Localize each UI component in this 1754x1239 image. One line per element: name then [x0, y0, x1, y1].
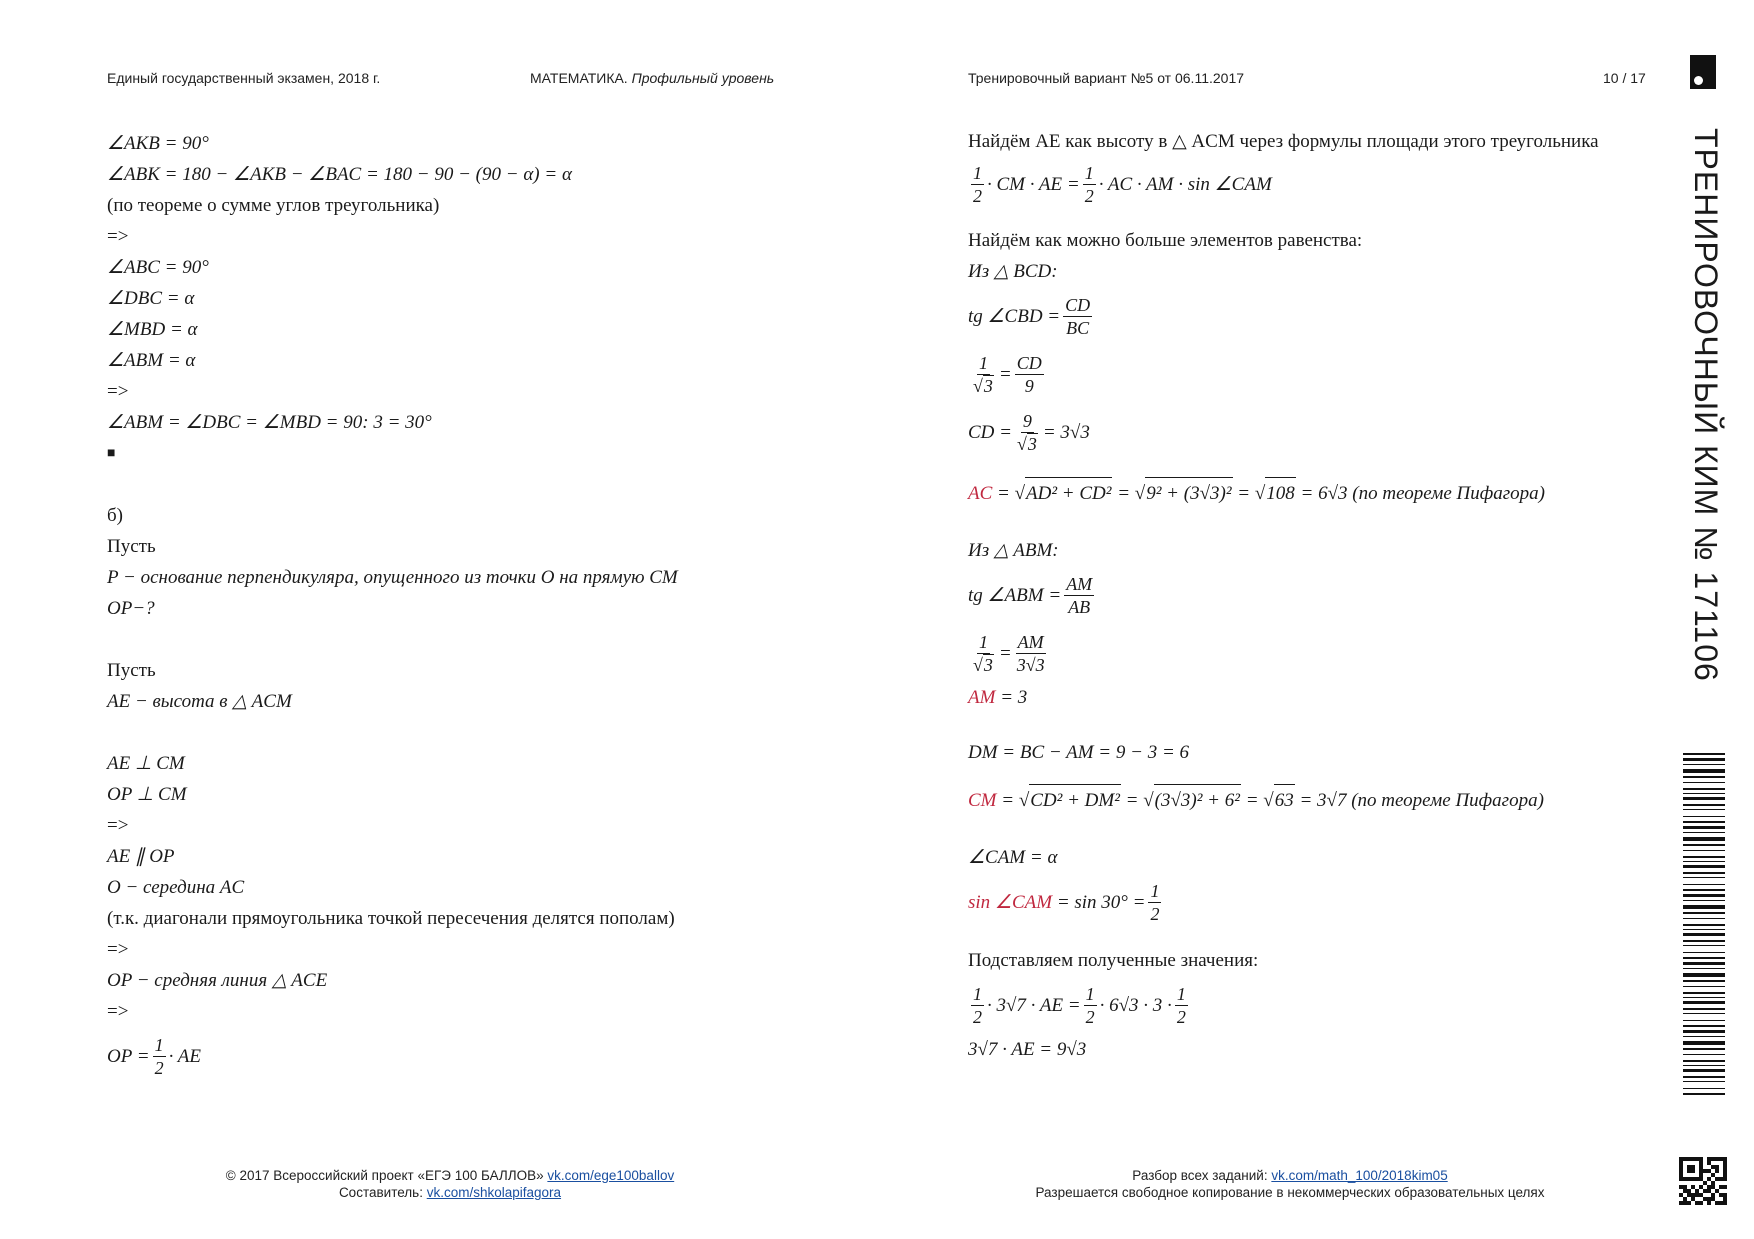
barcode-stripe [1683, 1081, 1725, 1082]
eq-substituted [968, 976, 1648, 1034]
intro-area-method: Найдём AE как высоту в △ ACM через формулы площади этого треугольника [968, 131, 1599, 152]
header-subject [530, 70, 774, 86]
barcode-stripe [1683, 905, 1725, 909]
eq-cam-alpha: ∠CAM = α [968, 847, 1058, 868]
fraction-one-sqrt3: $\frac{1}{√3}$ [973, 631, 993, 675]
qr-module [1679, 1157, 1683, 1161]
barcode-stripe [1683, 1065, 1725, 1066]
sin-cam-label: sin ∠CAM [968, 891, 1053, 913]
qr-module [1679, 1177, 1683, 1181]
qr-module [1711, 1193, 1715, 1197]
qr-module [1723, 1185, 1727, 1189]
qr-module [1719, 1201, 1723, 1205]
barcode-stripe [1683, 877, 1725, 878]
fraction-am-3sqrt3: $\frac{AM}{3√3}$ [1016, 631, 1045, 675]
substituted-right: · 6√3 · 3 · [1099, 994, 1172, 1016]
fraction-one-half: $\frac{1}{2}$ [1150, 880, 1160, 924]
o-midpoint: O − середина AC [107, 877, 245, 898]
qr-module [1679, 1173, 1683, 1177]
qr-module [1699, 1185, 1703, 1189]
equals: = [998, 642, 1012, 664]
qr-module [1703, 1197, 1707, 1201]
qr-module [1687, 1201, 1691, 1205]
barcode-stripe [1683, 924, 1725, 926]
vk-analysis-link[interactable]: vk.com/math_100/2018kim05 [1271, 1168, 1448, 1183]
radicand-3sqrt3-6: (3√3)² + 6² [1154, 784, 1241, 816]
eq-abm: ∠ABM = α [107, 350, 196, 371]
fraction-one-sqrt3: $\frac{1}{√3}$ [973, 352, 993, 396]
eq-akb: ∠AKB = 90° [107, 133, 209, 154]
eq-abk: ∠ABK = 180 − ∠AKB − ∠BAC = 180 − 90 − (90 − α) = α [107, 164, 572, 185]
barcode-stripe [1683, 997, 1725, 998]
barcode-stripe [1683, 952, 1725, 953]
fraction-one-half: $\frac{1}{2}$ [1084, 162, 1094, 206]
qr-module [1683, 1189, 1687, 1193]
barcode-stripe [1683, 769, 1725, 773]
barcode-stripe [1683, 832, 1725, 833]
side-title [1688, 128, 1724, 718]
barcode-stripe [1683, 918, 1725, 919]
qr-module [1719, 1193, 1723, 1197]
qr-module [1691, 1197, 1695, 1201]
barcode-stripe [1683, 865, 1725, 868]
fraction-one-half: $\frac{1}{2}$ [973, 983, 982, 1027]
from-triangle-bcd: Из △ BCD: [968, 261, 1058, 282]
barcode-stripe [1683, 900, 1725, 901]
qr-module [1711, 1157, 1715, 1161]
qr-module [1715, 1169, 1719, 1173]
ac-result: = 6√3 (по теореме Пифагора) [1300, 482, 1545, 504]
barcode-stripe [1683, 1054, 1725, 1055]
eq-tg-cbd [968, 287, 1648, 345]
qr-module [1707, 1161, 1711, 1165]
eq-ac-pythagoras: AC = √ AD² + CD² = √ 9² + (3√3)² = √ 108 = 6√3 (по теореме Пифагора) [968, 461, 1648, 525]
qr-module [1679, 1193, 1683, 1197]
qr-module [1707, 1169, 1711, 1173]
qr-module [1679, 1169, 1683, 1173]
footer-author-line [205, 1184, 695, 1201]
p-definition: P − основание перпендикуляра, опущенного из точки O на прямую CM [107, 567, 678, 588]
implies-arrow: => [107, 381, 129, 402]
radicand-9-3sqrt3: 9² + (3√3)² [1145, 477, 1232, 509]
qr-module [1679, 1161, 1683, 1165]
qr-module [1715, 1201, 1719, 1205]
qr-module [1723, 1173, 1727, 1177]
author-label: Составитель: [338, 1185, 423, 1200]
barcode-stripe [1683, 821, 1725, 823]
barcode-stripe [1683, 872, 1725, 874]
op-rhs: · AE [168, 1045, 201, 1067]
qr-module [1699, 1177, 1703, 1181]
barcode-stripe [1683, 758, 1725, 761]
qr-module [1699, 1201, 1703, 1205]
fraction-one-half: $\frac{1}{2}$ [973, 162, 982, 206]
implies-arrow: => [107, 1001, 129, 1022]
qr-module [1699, 1169, 1703, 1173]
barcode-stripe [1683, 1001, 1725, 1004]
barcode-stripe [1683, 1020, 1725, 1021]
barcode-stripe [1683, 782, 1725, 783]
analysis-label: Разбор всех заданий: [1132, 1168, 1268, 1183]
qr-module [1715, 1189, 1719, 1193]
barcode-stripe [1683, 933, 1725, 936]
qr-module [1687, 1177, 1691, 1181]
am-value: = 3 [1000, 687, 1028, 708]
barcode-stripe [1683, 929, 1725, 930]
qr-module [1711, 1165, 1715, 1169]
copyright-text: © 2017 Всероссийский проект «ЕГЭ 100 БАЛЛОВ» [225, 1168, 544, 1183]
barcode-stripe [1683, 940, 1725, 942]
barcode-stripe [1683, 1025, 1725, 1027]
substituted-left: · 3√7 · AE = [987, 994, 1081, 1016]
qr-module [1683, 1197, 1687, 1201]
qr-module [1711, 1185, 1715, 1189]
sin-value: = sin 30° = [1056, 891, 1146, 913]
qr-module [1707, 1189, 1711, 1193]
qr-module [1683, 1177, 1687, 1181]
barcode-stripe [1683, 837, 1725, 841]
barcode-stripe [1683, 1030, 1725, 1033]
barcode-stripe [1683, 1041, 1725, 1045]
qr-module [1683, 1157, 1687, 1161]
barcode-stripe [1683, 992, 1725, 994]
qr-module [1691, 1185, 1695, 1189]
qr-module [1723, 1177, 1727, 1181]
barcode-stripe [1683, 957, 1725, 959]
ae-perp-cm: AE ⊥ CM [107, 753, 185, 774]
qr-module [1711, 1173, 1715, 1177]
qr-module [1723, 1197, 1727, 1201]
qr-module [1715, 1157, 1719, 1161]
vk-ege-link[interactable]: vk.com/ege100ballov [547, 1168, 675, 1183]
barcode-stripe [1683, 986, 1725, 987]
radicand-ad-cd: AD² + CD² [1025, 477, 1112, 509]
eq-tg-abm [968, 566, 1648, 624]
barcode-stripe [1683, 912, 1725, 914]
qr-module [1687, 1165, 1691, 1169]
barcode-stripe [1683, 968, 1725, 969]
qr-module [1703, 1169, 1707, 1173]
eq-dbc: ∠DBC = α [107, 288, 195, 309]
barcode-stripe [1683, 962, 1725, 965]
cm-label: CM [968, 789, 997, 811]
barcode-stripe [1683, 753, 1725, 755]
qr-module [1687, 1189, 1691, 1193]
fraction-cd-9: $\frac{CD}{9}$ [1016, 352, 1042, 396]
barcode-stripe [1683, 788, 1725, 790]
cd-result: = 3√3 [1042, 421, 1090, 443]
barcode-stripe [1683, 826, 1725, 829]
substitute-text: Подставляем полученные значения: [968, 950, 1259, 971]
qr-module [1695, 1189, 1699, 1193]
qr-module [1707, 1185, 1711, 1189]
header-exam: Единый государственный экзамен, 2018 г. [107, 70, 381, 86]
barcode-stripe [1683, 1008, 1725, 1010]
eq-inv-sqrt3-am [968, 624, 1648, 682]
qr-module [1679, 1185, 1683, 1189]
qr-module [1695, 1157, 1699, 1161]
qr-module [1687, 1169, 1691, 1173]
fraction-cd-bc: $\frac{CD}{BC}$ [1065, 294, 1091, 338]
op-perp-cm: OP ⊥ CM [107, 784, 187, 805]
radicand-108: 108 [1265, 477, 1296, 509]
implies-arrow: => [107, 226, 129, 247]
qr-module [1719, 1157, 1723, 1161]
fraction-one-half: $\frac{1}{2}$ [1085, 983, 1095, 1027]
op-lhs: OP = [107, 1045, 150, 1067]
barcode-stripe [1683, 973, 1725, 977]
vk-author-link[interactable]: vk.com/shkolapifagora [426, 1185, 562, 1200]
ac-label: AC [968, 482, 993, 504]
qr-module [1691, 1177, 1695, 1181]
let-text: Пусть [107, 660, 156, 681]
barcode-stripe [1683, 889, 1725, 891]
eq-sin-cam [968, 873, 1648, 931]
barcode-stripe [1683, 793, 1725, 794]
barcode-stripe [1683, 861, 1725, 862]
qr-module [1723, 1193, 1727, 1197]
qr-module [1695, 1177, 1699, 1181]
part-b-label: б) [107, 505, 123, 526]
side-title-text: ТРЕНИРОВОЧНЫЙ КИМ № 171106 [1688, 128, 1724, 682]
barcode-stripe [1683, 1093, 1725, 1095]
barcode-stripe [1683, 884, 1725, 885]
barcode-stripe [1683, 816, 1725, 817]
qr-module [1707, 1197, 1711, 1201]
qr-module [1703, 1181, 1707, 1185]
qr-module [1703, 1189, 1707, 1193]
eq-abc: ∠ABC = 90° [107, 257, 209, 278]
qr-module [1699, 1173, 1703, 1177]
barcode-stripe [1683, 1013, 1725, 1014]
op-question: OP−? [107, 598, 155, 619]
qr-module [1723, 1161, 1727, 1165]
barcode-stripe [1683, 797, 1725, 800]
barcode-stripe [1683, 850, 1725, 851]
header-subject-level: Профильный уровень [631, 70, 775, 86]
qr-module [1695, 1201, 1699, 1205]
ae-definition: AE − высота в △ ACM [107, 691, 292, 712]
qed-mark: ■ [107, 446, 116, 461]
qr-module [1691, 1157, 1695, 1161]
note-angle-sum: (по теореме о сумме углов треугольника) [107, 195, 440, 216]
header-page-number: 10 / 17 [1603, 70, 1646, 86]
qr-module [1679, 1165, 1683, 1169]
tg-cbd-label: tg ∠CBD = [968, 305, 1061, 327]
qr-module [1723, 1157, 1727, 1161]
eq-dm: DM = BC − AM = 9 − 3 = 6 [968, 742, 1190, 763]
qr-module [1699, 1161, 1703, 1165]
diagonals-note: (т.к. диагонали прямоугольника точкой пересечения делятся пополам) [107, 908, 675, 929]
qr-module [1719, 1185, 1723, 1189]
qr-module [1699, 1157, 1703, 1161]
eq-cd-value [968, 403, 1648, 461]
implies-arrow: => [107, 939, 129, 960]
right-column [968, 128, 1648, 1065]
tg-abm-label: tg ∠ABM = [968, 584, 1062, 606]
eq-mbd: ∠MBD = α [107, 319, 198, 340]
qr-module [1707, 1201, 1711, 1205]
fraction-one-half: $\frac{1}{2}$ [154, 1034, 164, 1078]
eq-inv-sqrt3 [968, 345, 1648, 403]
qr-code [1679, 1157, 1727, 1205]
barcode-stripe [1683, 1088, 1725, 1089]
header-variant: Тренировочный вариант №5 от 06.11.2017 [968, 70, 1245, 86]
barcode-stripe [1683, 1048, 1725, 1050]
cm-result: = 3√7 (по теореме Пифагора) [1299, 789, 1544, 811]
fraction-am-ab: $\frac{AM}{AB}$ [1066, 573, 1093, 617]
qr-module [1679, 1201, 1683, 1205]
qr-module [1695, 1193, 1699, 1197]
area-right: · AC · AM · sin ∠CAM [1098, 173, 1272, 195]
barcode-stripe [1683, 980, 1725, 982]
qr-module [1691, 1165, 1695, 1169]
fraction-9-sqrt3: $\frac{9}{√3}$ [1016, 410, 1037, 454]
barcode-stripe [1683, 856, 1725, 858]
qr-module [1715, 1165, 1719, 1169]
barcode-stripe [1683, 1036, 1725, 1037]
barcode-stripe [1683, 1069, 1725, 1072]
fraction-one-half: $\frac{1}{2}$ [1176, 983, 1186, 1027]
footer-license: Разрешается свободное копирование в некоммерческих образовательных целях [1035, 1185, 1545, 1200]
qr-module [1707, 1177, 1711, 1181]
qr-module [1723, 1201, 1727, 1205]
radicand-63: 63 [1274, 784, 1295, 816]
eq-area [968, 155, 1648, 213]
cd-label: CD = [968, 421, 1012, 443]
qr-module [1691, 1193, 1695, 1197]
find-elements-text: Найдём как можно больше элементов равенства: [968, 230, 1363, 251]
barcode-stripe [1683, 894, 1725, 897]
qr-module [1719, 1177, 1723, 1181]
eq-final-ae: 3√7 · AE = 9√3 [968, 1039, 1087, 1060]
eq-angles-30: ∠ABM = ∠DBC = ∠MBD = 90: 3 = 30° [107, 412, 432, 433]
qr-module [1723, 1165, 1727, 1169]
barcode-stripe [1683, 1076, 1725, 1078]
midline-statement: OP − средняя линия △ ACE [107, 970, 328, 991]
equals: = [998, 363, 1012, 385]
barcode-stripe [1683, 945, 1725, 946]
let-text: Пусть [107, 536, 156, 557]
barcode [1683, 753, 1725, 1101]
eq-cm-pythagoras: CM = √ CD² + DM² = √ (3√3)² + 6² = √ 63 = 3√7 (по теореме Пифагора) [968, 768, 1648, 832]
barcode-stripe [1683, 844, 1725, 846]
qr-module [1687, 1193, 1691, 1197]
footer-left [205, 1167, 695, 1201]
barcode-stripe [1683, 776, 1725, 778]
ae-parallel-op: AE ∥ OP [107, 846, 175, 867]
implies-arrow: => [107, 815, 129, 836]
qr-module [1699, 1193, 1703, 1197]
qr-module [1711, 1197, 1715, 1201]
header-subject-main: МАТЕМАТИКА. [530, 70, 628, 86]
footer-analysis-line [1020, 1167, 1560, 1184]
eq-op-half-ae [107, 1027, 787, 1085]
qr-module [1699, 1165, 1703, 1169]
project-logo [1690, 55, 1716, 89]
area-left: · CM · AE = [987, 173, 1080, 195]
from-triangle-abm: Из △ ABM: [968, 540, 1059, 561]
barcode-stripe [1683, 1060, 1725, 1062]
qr-module [1723, 1169, 1727, 1173]
qr-module [1687, 1157, 1691, 1161]
qr-module [1691, 1169, 1695, 1173]
qr-module [1683, 1185, 1687, 1189]
qr-module [1715, 1177, 1719, 1181]
am-label: AM [968, 687, 996, 708]
barcode-stripe [1683, 764, 1725, 765]
footer-copyright-line [205, 1167, 695, 1184]
qr-module [1711, 1181, 1715, 1185]
qr-module [1707, 1157, 1711, 1161]
left-column [107, 128, 787, 1085]
radicand-cd-dm: CD² + DM² [1029, 784, 1121, 816]
eq-am-value [968, 682, 1648, 713]
barcode-stripe [1683, 809, 1725, 810]
footer-right [1020, 1167, 1560, 1201]
qr-module [1683, 1201, 1687, 1205]
barcode-stripe [1683, 804, 1725, 806]
